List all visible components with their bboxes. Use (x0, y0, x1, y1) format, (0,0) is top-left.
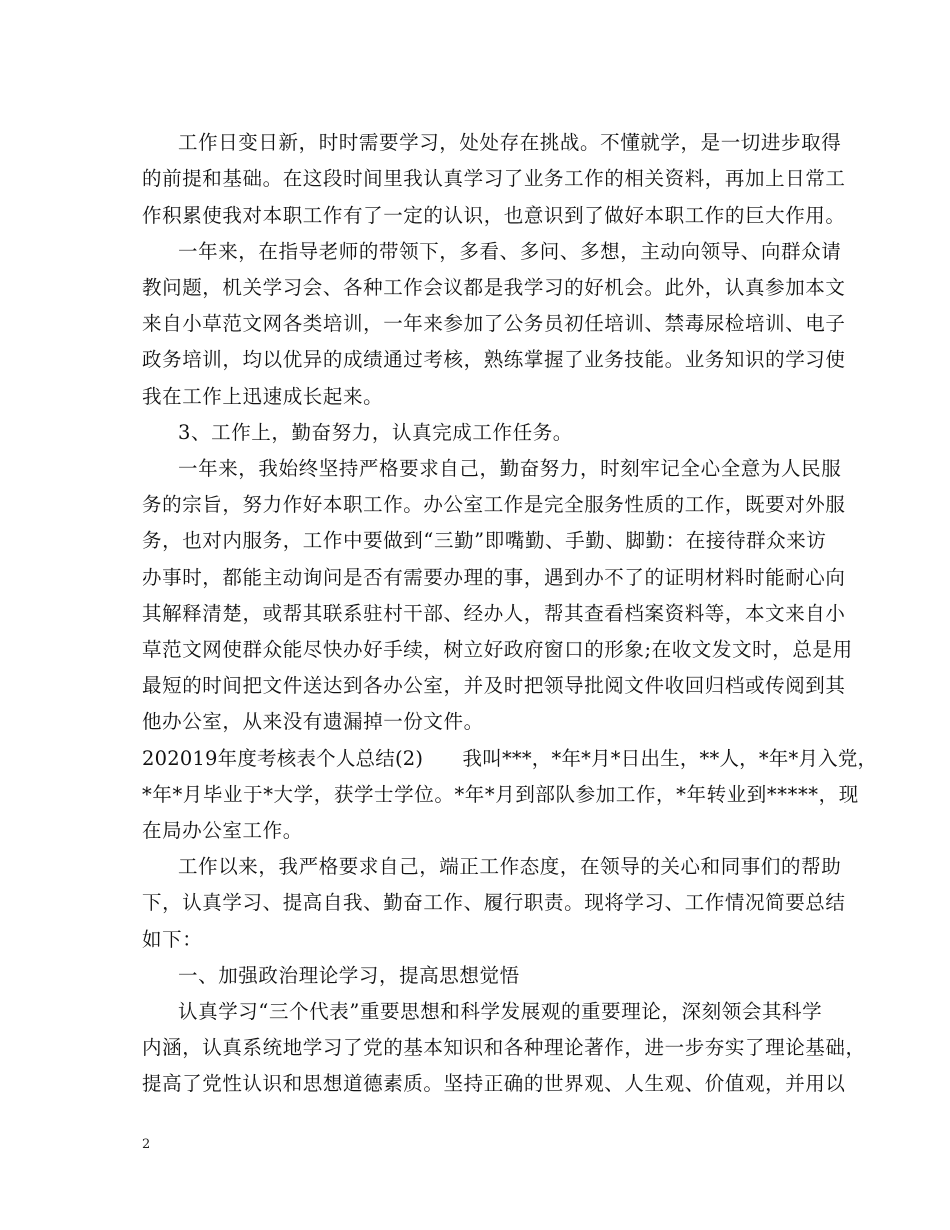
text-line: 务，也对内服务，工作中要做到“三勤”即嘴勤、手勤、脚勤：在接待群众来访 (142, 529, 827, 552)
text-line: 内涵，认真系统地学习了党的基本知识和各种理论著作，进一步夯实了理论基础， (142, 1036, 866, 1059)
page-number: 2 (142, 1137, 151, 1152)
text-line: 他办公室，从来没有遗漏掉一份文件。 (142, 710, 484, 733)
text-line: 务的宗旨，努力作好本职工作。办公室工作是完全服务性质的工作，既要对外服 (142, 493, 846, 516)
text-line: 政务培训，均以优异的成绩通过考核，熟练掌握了业务技能。业务知识的学习使 (142, 348, 846, 371)
text-line: 工作日变日新，时时需要学习，处处存在挑战。不懂就学，是一切进步取得 (178, 131, 842, 154)
text-line: 办事时，都能主动询问是否有需要办理的事，遇到办不了的证明材料时能耐心向 (142, 566, 846, 589)
text-line: 其解释清楚，或帮其联系驻村干部、经办人，帮其查看档案资料等，本文来自小 (142, 602, 846, 625)
text-line: 在局办公室工作。 (142, 819, 303, 842)
text-line: *年*月毕业于*大学，获学士学位。*年*月到部队参加工作，*年转业到*****，现 (142, 783, 859, 806)
text-line: 的前提和基础。在这段时间里我认真学习了业务工作的相关资料，再加上日常工 (142, 167, 846, 190)
text-line: 一年来，我始终坚持严格要求自己，勤奋努力，时刻牢记全心全意为人民服 (178, 457, 842, 480)
section-heading: 3、工作上，勤奋努力，认真完成工作任务。 (178, 421, 573, 444)
text-line: 一年来，在指导老师的带领下，多看、多问、多想，主动向领导、向群众请 (178, 240, 842, 263)
text-line: 提高了党性认识和思想道德素质。坚持正确的世界观、人生观、价值观，并用以 (142, 1072, 846, 1095)
text-line: 草范文网使群众能尽快办好手续，树立好政府窗口的形象;在收文发文时，总是用 (142, 638, 853, 661)
text-line: 我在工作上迅速成长起来。 (142, 385, 384, 408)
text-line: 来自小草范文网各类培训，一年来参加了公务员初任培训、禁毒尿检培训、电子 (142, 312, 846, 335)
text-line: 工作以来，我严格要求自己，端正工作态度，在领导的关心和同事们的帮助 (178, 855, 842, 878)
text-line: 202019年度考核表个人总结(2) 我叫***，*年*月*日出生，**人，*年*月入党， (142, 747, 878, 770)
text-line: 最短的时间把文件送达到各办公室，并及时把领导批阅文件收回归档或传阅到其 (142, 674, 846, 697)
text-line: 下，认真学习、提高自我、勤奋工作、履行职责。现将学习、工作情况简要总结 (142, 891, 846, 914)
text-line: 教问题，机关学习会、各种工作会议都是我学习的好机会。此外，认真参加本文 (142, 276, 846, 299)
text-line: 认真学习“三个代表”重要思想和科学发展观的重要理论，深刻领会其科学 (178, 1000, 823, 1023)
text-line: 作积累使我对本职工作有了一定的认识，也意识到了做好本职工作的巨大作用。 (142, 204, 846, 227)
text-line: 如下： (142, 928, 203, 951)
section-heading: 一、加强政治理论学习，提高思想觉悟 (178, 964, 520, 987)
